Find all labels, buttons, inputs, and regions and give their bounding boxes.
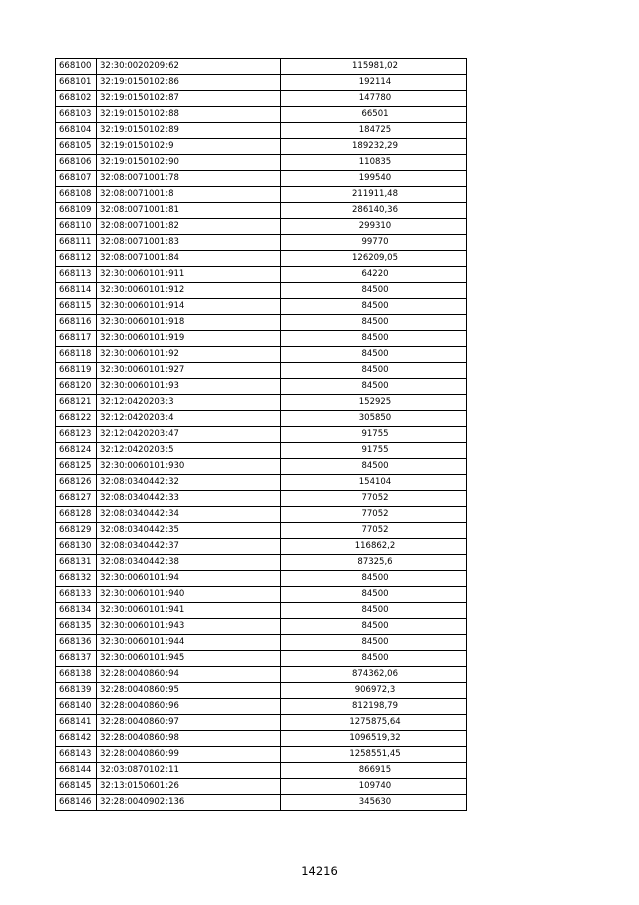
table-row bbox=[56, 587, 467, 603]
row-id-cell: 668106 bbox=[56, 155, 97, 171]
row-id-cell: 668141 bbox=[56, 715, 97, 731]
cadastral-number-cell: 32:08:0340442:33 bbox=[97, 491, 281, 507]
row-id-cell: 668100 bbox=[56, 59, 97, 75]
value-cell: 812198,79 bbox=[281, 699, 467, 715]
cadastral-number-cell: 32:30:0060101:92 bbox=[97, 347, 281, 363]
row-id-cell: 668125 bbox=[56, 459, 97, 475]
cadastral-number-cell: 32:19:0150102:89 bbox=[97, 123, 281, 139]
row-id-cell: 668129 bbox=[56, 523, 97, 539]
row-id-cell: 668130 bbox=[56, 539, 97, 555]
value-cell: 154104 bbox=[281, 475, 467, 491]
cadastral-number-cell: 32:08:0071001:83 bbox=[97, 235, 281, 251]
cadastral-number-cell: 32:19:0150102:88 bbox=[97, 107, 281, 123]
table-row bbox=[56, 107, 467, 123]
cadastral-number-cell: 32:28:0040860:98 bbox=[97, 731, 281, 747]
cadastral-number-cell: 32:13:0150601:26 bbox=[97, 779, 281, 795]
value-cell: 305850 bbox=[281, 411, 467, 427]
value-cell: 345630 bbox=[281, 795, 467, 811]
value-cell: 91755 bbox=[281, 443, 467, 459]
cadastral-number-cell: 32:28:0040902:136 bbox=[97, 795, 281, 811]
value-cell: 1096519,32 bbox=[281, 731, 467, 747]
row-id-cell: 668118 bbox=[56, 347, 97, 363]
table-row bbox=[56, 347, 467, 363]
table-row bbox=[56, 251, 467, 267]
row-id-cell: 668103 bbox=[56, 107, 97, 123]
row-id-cell: 668109 bbox=[56, 203, 97, 219]
row-id-cell: 668139 bbox=[56, 683, 97, 699]
value-cell: 866915 bbox=[281, 763, 467, 779]
cadastral-number-cell: 32:08:0340442:34 bbox=[97, 507, 281, 523]
value-cell: 64220 bbox=[281, 267, 467, 283]
value-cell: 84500 bbox=[281, 331, 467, 347]
value-cell: 1258551,45 bbox=[281, 747, 467, 763]
cadastral-number-cell: 32:30:0060101:941 bbox=[97, 603, 281, 619]
value-cell: 77052 bbox=[281, 491, 467, 507]
row-id-cell: 668145 bbox=[56, 779, 97, 795]
value-cell: 211911,48 bbox=[281, 187, 467, 203]
value-cell: 77052 bbox=[281, 507, 467, 523]
cadastral-number-cell: 32:08:0071001:78 bbox=[97, 171, 281, 187]
row-id-cell: 668135 bbox=[56, 619, 97, 635]
table-row bbox=[56, 731, 467, 747]
cadastral-number-cell: 32:30:0060101:911 bbox=[97, 267, 281, 283]
row-id-cell: 668120 bbox=[56, 379, 97, 395]
cadastral-number-cell: 32:28:0040860:97 bbox=[97, 715, 281, 731]
cadastral-number-cell: 32:08:0071001:8 bbox=[97, 187, 281, 203]
cadastral-number-cell: 32:28:0040860:99 bbox=[97, 747, 281, 763]
cadastral-number-cell: 32:30:0060101:919 bbox=[97, 331, 281, 347]
table-row bbox=[56, 299, 467, 315]
value-cell: 152925 bbox=[281, 395, 467, 411]
table-row bbox=[56, 139, 467, 155]
cadastral-number-cell: 32:30:0060101:943 bbox=[97, 619, 281, 635]
cadastral-number-cell: 32:30:0060101:918 bbox=[97, 315, 281, 331]
row-id-cell: 668123 bbox=[56, 427, 97, 443]
cadastral-number-cell: 32:30:0060101:94 bbox=[97, 571, 281, 587]
cadastral-number-cell: 32:03:0870102:11 bbox=[97, 763, 281, 779]
value-cell: 184725 bbox=[281, 123, 467, 139]
value-cell: 91755 bbox=[281, 427, 467, 443]
row-id-cell: 668132 bbox=[56, 571, 97, 587]
cadastral-number-cell: 32:28:0040860:94 bbox=[97, 667, 281, 683]
table-row bbox=[56, 507, 467, 523]
row-id-cell: 668131 bbox=[56, 555, 97, 571]
value-cell: 84500 bbox=[281, 347, 467, 363]
table-row bbox=[56, 91, 467, 107]
value-cell: 84500 bbox=[281, 283, 467, 299]
row-id-cell: 668142 bbox=[56, 731, 97, 747]
cadastral-number-cell: 32:30:0060101:944 bbox=[97, 635, 281, 651]
table-row bbox=[56, 171, 467, 187]
cadastral-number-cell: 32:30:0020209:62 bbox=[97, 59, 281, 75]
table-row bbox=[56, 331, 467, 347]
cadastral-number-cell: 32:08:0071001:84 bbox=[97, 251, 281, 267]
cadastral-number-cell: 32:30:0060101:940 bbox=[97, 587, 281, 603]
value-cell: 110835 bbox=[281, 155, 467, 171]
table-row bbox=[56, 763, 467, 779]
table-row bbox=[56, 539, 467, 555]
cadastral-number-cell: 32:12:0420203:5 bbox=[97, 443, 281, 459]
row-id-cell: 668126 bbox=[56, 475, 97, 491]
table-row bbox=[56, 619, 467, 635]
cadastral-number-cell: 32:28:0040860:95 bbox=[97, 683, 281, 699]
cadastral-number-cell: 32:19:0150102:87 bbox=[97, 91, 281, 107]
row-id-cell: 668107 bbox=[56, 171, 97, 187]
table-row bbox=[56, 59, 467, 75]
table-row bbox=[56, 443, 467, 459]
row-id-cell: 668101 bbox=[56, 75, 97, 91]
row-id-cell: 668137 bbox=[56, 651, 97, 667]
table-row bbox=[56, 123, 467, 139]
row-id-cell: 668121 bbox=[56, 395, 97, 411]
table-row bbox=[56, 379, 467, 395]
register-table-wrapper bbox=[55, 58, 466, 811]
table-row bbox=[56, 683, 467, 699]
row-id-cell: 668113 bbox=[56, 267, 97, 283]
row-id-cell: 668143 bbox=[56, 747, 97, 763]
table-row bbox=[56, 491, 467, 507]
value-cell: 189232,29 bbox=[281, 139, 467, 155]
table-row bbox=[56, 267, 467, 283]
row-id-cell: 668122 bbox=[56, 411, 97, 427]
table-row bbox=[56, 459, 467, 475]
value-cell: 286140,36 bbox=[281, 203, 467, 219]
row-id-cell: 668111 bbox=[56, 235, 97, 251]
cadastral-number-cell: 32:30:0060101:93 bbox=[97, 379, 281, 395]
row-id-cell: 668128 bbox=[56, 507, 97, 523]
table-row bbox=[56, 155, 467, 171]
table-row bbox=[56, 235, 467, 251]
table-row bbox=[56, 363, 467, 379]
table-row bbox=[56, 75, 467, 91]
value-cell: 66501 bbox=[281, 107, 467, 123]
value-cell: 84500 bbox=[281, 651, 467, 667]
table-row bbox=[56, 219, 467, 235]
cadastral-number-cell: 32:30:0060101:945 bbox=[97, 651, 281, 667]
cadastral-number-cell: 32:19:0150102:86 bbox=[97, 75, 281, 91]
value-cell: 192114 bbox=[281, 75, 467, 91]
cadastral-number-cell: 32:19:0150102:90 bbox=[97, 155, 281, 171]
table-row bbox=[56, 571, 467, 587]
row-id-cell: 668114 bbox=[56, 283, 97, 299]
row-id-cell: 668102 bbox=[56, 91, 97, 107]
table-row bbox=[56, 651, 467, 667]
cadastral-number-cell: 32:08:0340442:32 bbox=[97, 475, 281, 491]
table-row bbox=[56, 603, 467, 619]
cadastral-number-cell: 32:12:0420203:3 bbox=[97, 395, 281, 411]
cadastral-number-cell: 32:12:0420203:4 bbox=[97, 411, 281, 427]
value-cell: 1275875,64 bbox=[281, 715, 467, 731]
table-row bbox=[56, 795, 467, 811]
value-cell: 84500 bbox=[281, 619, 467, 635]
cadastral-number-cell: 32:30:0060101:927 bbox=[97, 363, 281, 379]
value-cell: 84500 bbox=[281, 379, 467, 395]
table-row bbox=[56, 667, 467, 683]
value-cell: 299310 bbox=[281, 219, 467, 235]
table-row bbox=[56, 187, 467, 203]
table-row bbox=[56, 715, 467, 731]
value-cell: 906972,3 bbox=[281, 683, 467, 699]
table-row bbox=[56, 699, 467, 715]
table-row bbox=[56, 427, 467, 443]
cadastral-number-cell: 32:08:0071001:82 bbox=[97, 219, 281, 235]
value-cell: 99770 bbox=[281, 235, 467, 251]
cadastral-number-cell: 32:19:0150102:9 bbox=[97, 139, 281, 155]
cadastral-number-cell: 32:08:0340442:38 bbox=[97, 555, 281, 571]
table-row bbox=[56, 411, 467, 427]
row-id-cell: 668138 bbox=[56, 667, 97, 683]
row-id-cell: 668116 bbox=[56, 315, 97, 331]
row-id-cell: 668144 bbox=[56, 763, 97, 779]
table-row bbox=[56, 635, 467, 651]
row-id-cell: 668112 bbox=[56, 251, 97, 267]
row-id-cell: 668134 bbox=[56, 603, 97, 619]
register-table-body bbox=[56, 59, 467, 811]
row-id-cell: 668136 bbox=[56, 635, 97, 651]
table-row bbox=[56, 395, 467, 411]
value-cell: 84500 bbox=[281, 571, 467, 587]
row-id-cell: 668133 bbox=[56, 587, 97, 603]
value-cell: 84500 bbox=[281, 315, 467, 331]
row-id-cell: 668105 bbox=[56, 139, 97, 155]
table-row bbox=[56, 555, 467, 571]
cadastral-number-cell: 32:08:0340442:35 bbox=[97, 523, 281, 539]
value-cell: 84500 bbox=[281, 587, 467, 603]
cadastral-number-cell: 32:08:0071001:81 bbox=[97, 203, 281, 219]
value-cell: 77052 bbox=[281, 523, 467, 539]
value-cell: 84500 bbox=[281, 635, 467, 651]
table-row bbox=[56, 747, 467, 763]
cadastral-number-cell: 32:28:0040860:96 bbox=[97, 699, 281, 715]
table-row bbox=[56, 475, 467, 491]
cadastral-number-cell: 32:30:0060101:914 bbox=[97, 299, 281, 315]
table-row bbox=[56, 203, 467, 219]
value-cell: 116862,2 bbox=[281, 539, 467, 555]
table-row bbox=[56, 315, 467, 331]
table-row bbox=[56, 523, 467, 539]
cadastral-number-cell: 32:30:0060101:930 bbox=[97, 459, 281, 475]
value-cell: 147780 bbox=[281, 91, 467, 107]
row-id-cell: 668117 bbox=[56, 331, 97, 347]
value-cell: 115981,02 bbox=[281, 59, 467, 75]
value-cell: 84500 bbox=[281, 459, 467, 475]
value-cell: 84500 bbox=[281, 299, 467, 315]
row-id-cell: 668115 bbox=[56, 299, 97, 315]
table-row bbox=[56, 779, 467, 795]
value-cell: 199540 bbox=[281, 171, 467, 187]
register-table bbox=[55, 58, 467, 811]
cadastral-number-cell: 32:12:0420203:47 bbox=[97, 427, 281, 443]
value-cell: 87325,6 bbox=[281, 555, 467, 571]
cadastral-number-cell: 32:08:0340442:37 bbox=[97, 539, 281, 555]
value-cell: 84500 bbox=[281, 603, 467, 619]
row-id-cell: 668108 bbox=[56, 187, 97, 203]
row-id-cell: 668140 bbox=[56, 699, 97, 715]
row-id-cell: 668146 bbox=[56, 795, 97, 811]
row-id-cell: 668104 bbox=[56, 123, 97, 139]
row-id-cell: 668119 bbox=[56, 363, 97, 379]
value-cell: 874362,06 bbox=[281, 667, 467, 683]
table-row bbox=[56, 283, 467, 299]
value-cell: 84500 bbox=[281, 363, 467, 379]
row-id-cell: 668110 bbox=[56, 219, 97, 235]
row-id-cell: 668124 bbox=[56, 443, 97, 459]
cadastral-number-cell: 32:30:0060101:912 bbox=[97, 283, 281, 299]
value-cell: 126209,05 bbox=[281, 251, 467, 267]
page-number: 14216 bbox=[301, 864, 338, 878]
value-cell: 109740 bbox=[281, 779, 467, 795]
row-id-cell: 668127 bbox=[56, 491, 97, 507]
